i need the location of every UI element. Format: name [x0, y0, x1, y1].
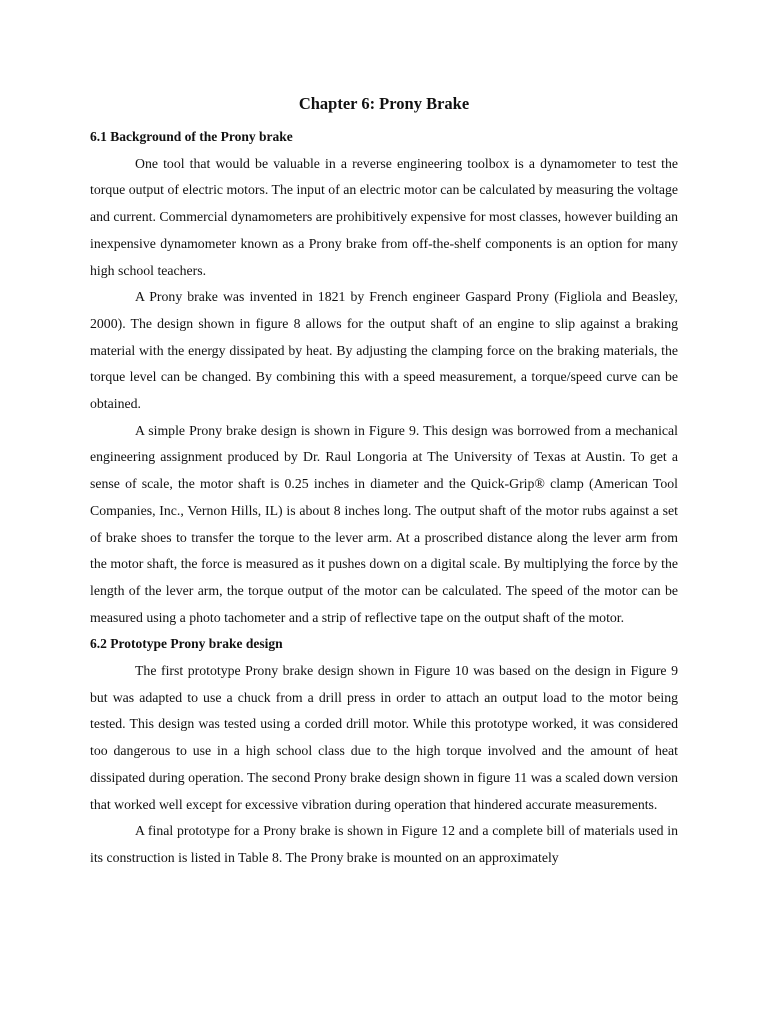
- paragraph: A simple Prony brake design is shown in Figure 9. This design was borrowed from a mechanical engineering assignment produced by Dr. Raul Longoria at The University of Texas at Austin. To get a sense of scale, the motor shaft is 0.25 inches in diameter and the Quick-Grip® clamp (American Tool Companies, Inc., Vernon Hills, IL) is about 8 inches long. The output shaft of the motor rubs against a set of brake shoes to transfer the torque to the lever arm. At a proscribed distance along the lever arm from the motor shaft, the force is measured as it pushes down on a digital scale. By multiplying the force by the length of the lever arm, the torque output of the motor can be calculated. The speed of the motor can be measured using a photo tachometer and a strip of reflective tape on the output shaft of the motor.: [90, 422, 678, 625]
- chapter-title: Chapter 6: Prony Brake: [298, 94, 470, 113]
- paragraph: A final prototype for a Prony brake is shown in Figure 12 and a complete bill of materials used in its construction is listed in Table 8. The Prony brake is mounted on an approximately: [90, 823, 678, 865]
- section-prototype: [90, 631, 678, 871]
- paragraph: A Prony brake was invented in 1821 by French engineer Gaspard Prony (Figliola and Beasley, 2000). The design shown in figure 8 allows for the output shaft of an engine to slip against a braking material with the energy dissipated by heat. By adjusting the clamping force on the braking materials, the torque level can be changed. By combining this with a speed measurement, a torque/speed curve can be obtained.: [90, 289, 678, 412]
- section-heading: 6.2 Prototype Prony brake design: [90, 636, 283, 652]
- paragraph: The first prototype Prony brake design shown in Figure 10 was based on the design in Figure 9 but was adapted to use a chuck from a drill press in order to attach an output load to the motor being tested. This design was tested using a corded drill motor. While this prototype worked, it was considered too dangerous to use in a high school class due to the high torque involved and the amount of heat dissipated during operation. The second Prony brake design shown in figure 11 was a scaled down version that worked well except for excessive vibration during operation that hindered accurate measurements.: [90, 663, 678, 812]
- section-background: [90, 124, 678, 631]
- paragraph: One tool that would be valuable in a reverse engineering toolbox is a dynamometer to test the torque output of electric motors. The input of an electric motor can be calculated by measuring the voltage and current. Commercial dynamometers are prohibitively expensive for most classes, however building an inexpensive dynamometer known as a Prony brake from off-the-shelf components is an option for many high school teachers.: [90, 155, 678, 278]
- section-heading: 6.1 Background of the Prony brake: [90, 129, 293, 144]
- page-content: [90, 92, 678, 872]
